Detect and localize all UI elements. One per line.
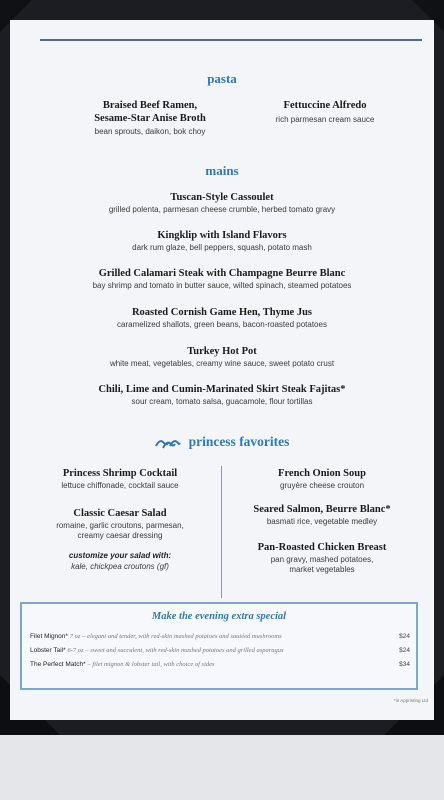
extra-item-price: $24 xyxy=(399,633,410,640)
dish-name: Fettuccine Alfredo xyxy=(283,100,367,111)
dish-name-line2: Sesame-Star Anise Broth xyxy=(94,112,206,124)
mains-heading: mains xyxy=(205,163,239,178)
extra-item-weight: 6-7 oz xyxy=(67,647,84,654)
dish-name: Pan-Roasted Chicken Breast xyxy=(257,542,387,553)
extra-item-price: $24 xyxy=(399,647,410,654)
favorites-heading xyxy=(10,434,434,450)
pasta-heading: pasta xyxy=(207,71,237,86)
mains-item xyxy=(10,346,434,369)
dish-desc: caramelized shallots, green beans, bacon-roasted potatoes xyxy=(117,319,327,329)
dish-desc: rich parmesan cream sauce xyxy=(275,114,375,124)
menu-page xyxy=(10,20,434,720)
dish-name: Classic Caesar Salad xyxy=(73,508,167,519)
favorite-item-salmon xyxy=(232,504,412,527)
note-title: customize your salad with: xyxy=(68,551,172,560)
favorite-item-onion-soup xyxy=(232,468,412,491)
mains-item xyxy=(10,192,434,215)
dish-name: Braised Beef Ramen, xyxy=(102,100,198,111)
table-surface xyxy=(0,735,444,800)
extra-item-name: Filet Mignon* xyxy=(30,633,68,640)
dish-desc: white meat, vegetables, creamy wine sauce, sweet potato crust xyxy=(109,358,335,368)
favorite-item-chicken xyxy=(232,542,412,576)
dish-desc-line2: creamy caesar dressing xyxy=(77,531,163,540)
extra-special-box xyxy=(20,602,418,690)
favorite-item-shrimp xyxy=(30,468,210,491)
dish-desc-line2: market vegetables xyxy=(289,565,355,574)
extra-item-price: $34 xyxy=(399,661,410,668)
extra-item-perfect-match: The Perfect Match* – filet mignon & lobster tail, with choice of sides $34 xyxy=(30,661,410,668)
dish-name: Kingklip with Island Flavors xyxy=(157,230,287,241)
extra-item-weight: 7 oz xyxy=(69,633,81,640)
dish-desc: dark rum glaze, bell peppers, squash, potato mash xyxy=(132,242,312,252)
extra-item-name: The Perfect Match* xyxy=(30,661,86,668)
dish-desc: bean sprouts, daikon, bok choy xyxy=(94,127,206,136)
mains-item xyxy=(10,230,434,253)
extra-item-desc: filet mignon & lobster tail, with choice of sides xyxy=(92,661,215,668)
dish-desc: bay shrimp and tomato in butter sauce, wilted spinach, steamed potatoes xyxy=(92,280,352,290)
favorite-item-caesar xyxy=(30,508,210,542)
mains-item xyxy=(10,268,434,291)
extra-special-title: Make the evening extra special xyxy=(151,611,287,622)
note-desc: kale, chickpea croutons (gf) xyxy=(71,561,169,571)
mains-item xyxy=(10,307,434,330)
dish-name: Grilled Calamari Steak with Champagne Beurre Blanc xyxy=(98,268,346,279)
top-rule xyxy=(40,39,422,41)
extra-item-filet: Filet Mignon* 7 oz – elegant and tender, with red-skin mashed potatoes and sautéed mushrooms $24 xyxy=(30,633,410,640)
mains-item xyxy=(10,384,434,407)
dish-desc: lettuce chiffonade, cocktail sauce xyxy=(61,480,179,490)
dish-name: Tuscan-Style Cassoulet xyxy=(170,192,274,203)
extra-item-name: Lobster Tail* xyxy=(30,647,66,654)
dish-name: Seared Salmon, Beurre Blanc* xyxy=(253,504,391,515)
dish-desc: pan gravy, mashed potatoes, xyxy=(270,554,374,564)
favorites-title: princess favorites xyxy=(188,434,290,449)
footnote: *in Apprinting Ltd xyxy=(393,698,428,703)
dish-name: Roasted Cornish Game Hen, Thyme Jus xyxy=(131,307,313,318)
dish-name: Princess Shrimp Cocktail xyxy=(62,468,178,479)
pasta-item-ramen xyxy=(60,100,240,138)
dish-desc: sour cream, tomato salsa, guacamole, flour tortillas xyxy=(131,396,313,406)
dish-desc: romaine, garlic croutons, parmesan, xyxy=(56,520,184,530)
extra-item-desc: sweet and succulent, with red-skin mashed potatoes and grilled asparagus xyxy=(90,647,284,654)
extra-item-lobster: Lobster Tail* 6-7 oz – sweet and succulent, with red-skin mashed potatoes and grilled asparagus $24 xyxy=(30,647,410,654)
dish-name: Turkey Hot Pot xyxy=(187,346,257,357)
column-divider xyxy=(221,466,222,598)
dish-name: French Onion Soup xyxy=(278,468,366,479)
dish-name: Chili, Lime and Cumin-Marinated Skirt Steak Fajitas* xyxy=(98,384,346,395)
dish-desc: grilled polenta, parmesan cheese crumble, herbed tomato gravy xyxy=(108,204,336,214)
pasta-item-fettuccine xyxy=(250,100,400,125)
dish-desc: gruyère cheese crouton xyxy=(279,480,365,490)
extra-item-desc: elegant and tender, with red-skin mashed potatoes and sautéed mushrooms xyxy=(87,633,282,640)
salad-customize-note xyxy=(30,551,210,572)
wave-logo-icon xyxy=(155,437,181,449)
dish-desc: basmati rice, vegetable medley xyxy=(266,516,378,526)
